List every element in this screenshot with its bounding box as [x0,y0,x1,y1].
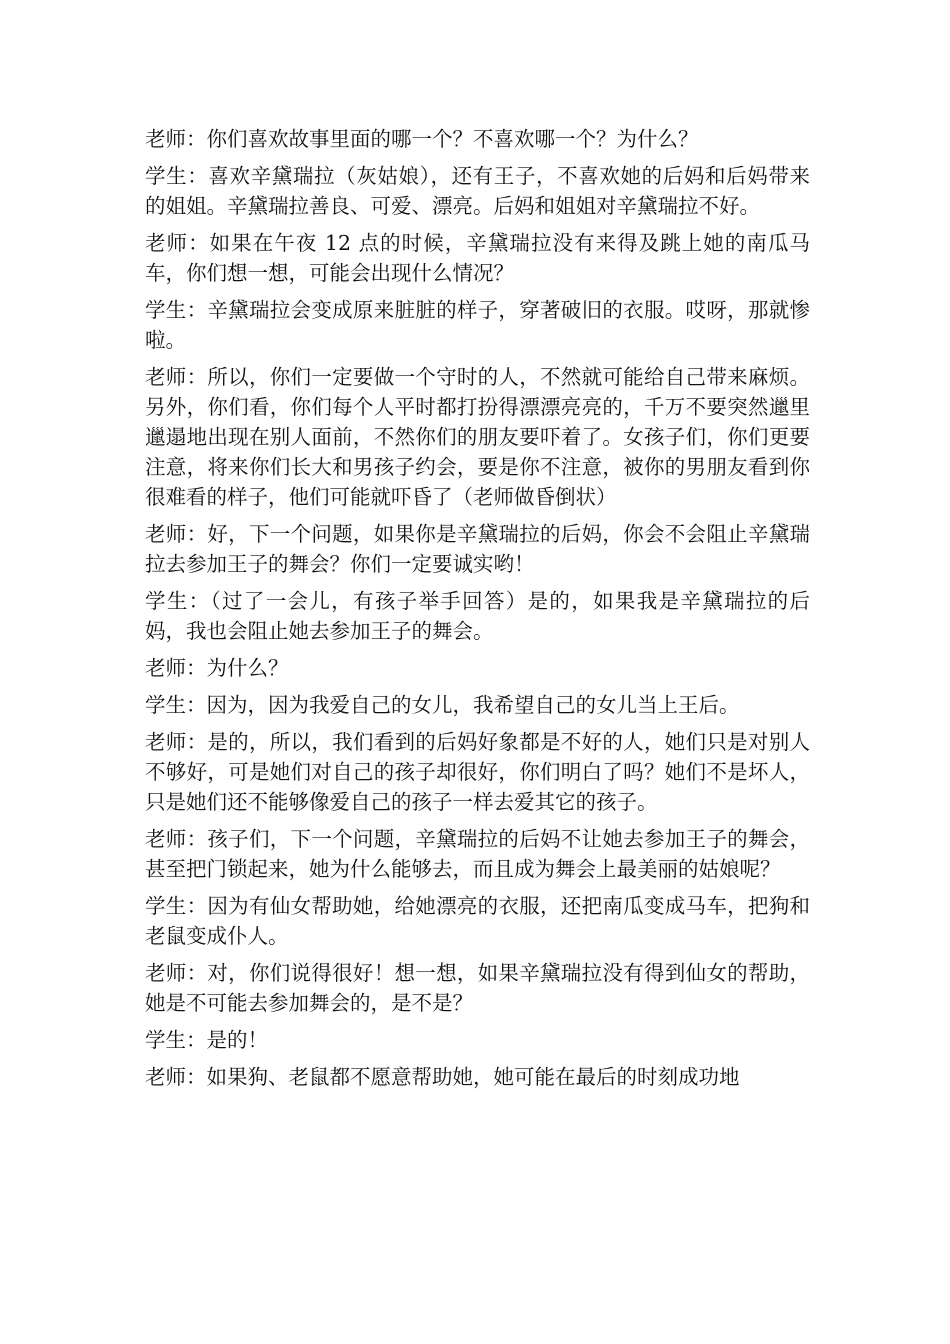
dialogue-paragraph: 老师：是的，所以，我们看到的后妈好象都是不好的人，她们只是对别人不够好，可是她们对自己的孩子却很好，你们明白了吗？她们不是坏人，只是她们还不能够像爱自己的孩子一样去爱其它的孩子。 [145,730,810,814]
dialogue-paragraph: 学生：辛黛瑞拉会变成原来脏脏的样子，穿著破旧的衣服。哎呀，那就惨啦。 [145,298,810,352]
dialogue-paragraph: 老师：你们喜欢故事里面的哪一个？不喜欢哪一个？为什么？ [145,127,699,151]
dialogue-paragraph: 学生：喜欢辛黛瑞拉（灰姑娘），还有王子，不喜欢她的后妈和后妈带来的姐姐。辛黛瑞拉善良、可爱、漂亮。后妈和姐姐对辛黛瑞拉不好。 [145,164,810,218]
dialogue-paragraph: 老师：如果在午夜 12 点的时候，辛黛瑞拉没有来得及跳上她的南瓜马车，你们想一想，可能会出现什么情况？ [145,231,810,285]
dialogue-paragraph: 老师：如果狗、老鼠都不愿意帮助她，她可能在最后的时刻成功地 [145,1065,740,1089]
dialogue-paragraph: 学生：（过了一会儿，有孩子举手回答）是的，如果我是辛黛瑞拉的后妈，我也会阻止她去参加王子的舞会。 [145,589,810,643]
document-page [145,124,810,1099]
dialogue-paragraph: 学生：因为有仙女帮助她，给她漂亮的衣服，还把南瓜变成马车，把狗和老鼠变成仆人。 [145,894,810,948]
dialogue-paragraph: 老师：孩子们，下一个问题，辛黛瑞拉的后妈不让她去参加王子的舞会，甚至把门锁起来，她为什么能够去，而且成为舞会上最美丽的姑娘呢？ [145,827,810,881]
dialogue-paragraph: 学生：是的！ [145,1028,268,1052]
dialogue-paragraph: 学生：因为，因为我爱自己的女儿，我希望自己的女儿当上王后。 [145,693,740,717]
dialogue-paragraph: 老师：所以，你们一定要做一个守时的人，不然就可能给自己带来麻烦。另外，你们看，你们每个人平时都打扮得漂漂亮亮的，千万不要突然邋里邋遢地出现在别人面前，不然你们的朋友要吓着了。女孩子们，你们更要注意，将来你们长大和男孩子约会，要是你不注意，被你的男朋友看到你很难看的样子，他们可能就吓昏了（老师做昏倒状） [145,365,810,509]
dialogue-paragraph: 老师：为什么？ [145,656,289,680]
dialogue-paragraph: 老师：好，下一个问题，如果你是辛黛瑞拉的后妈，你会不会阻止辛黛瑞拉去参加王子的舞会？你们一定要诚实哟！ [145,522,810,576]
dialogue-paragraph: 老师：对，你们说得很好！想一想，如果辛黛瑞拉没有得到仙女的帮助，她是不可能去参加舞会的，是不是？ [145,961,810,1015]
